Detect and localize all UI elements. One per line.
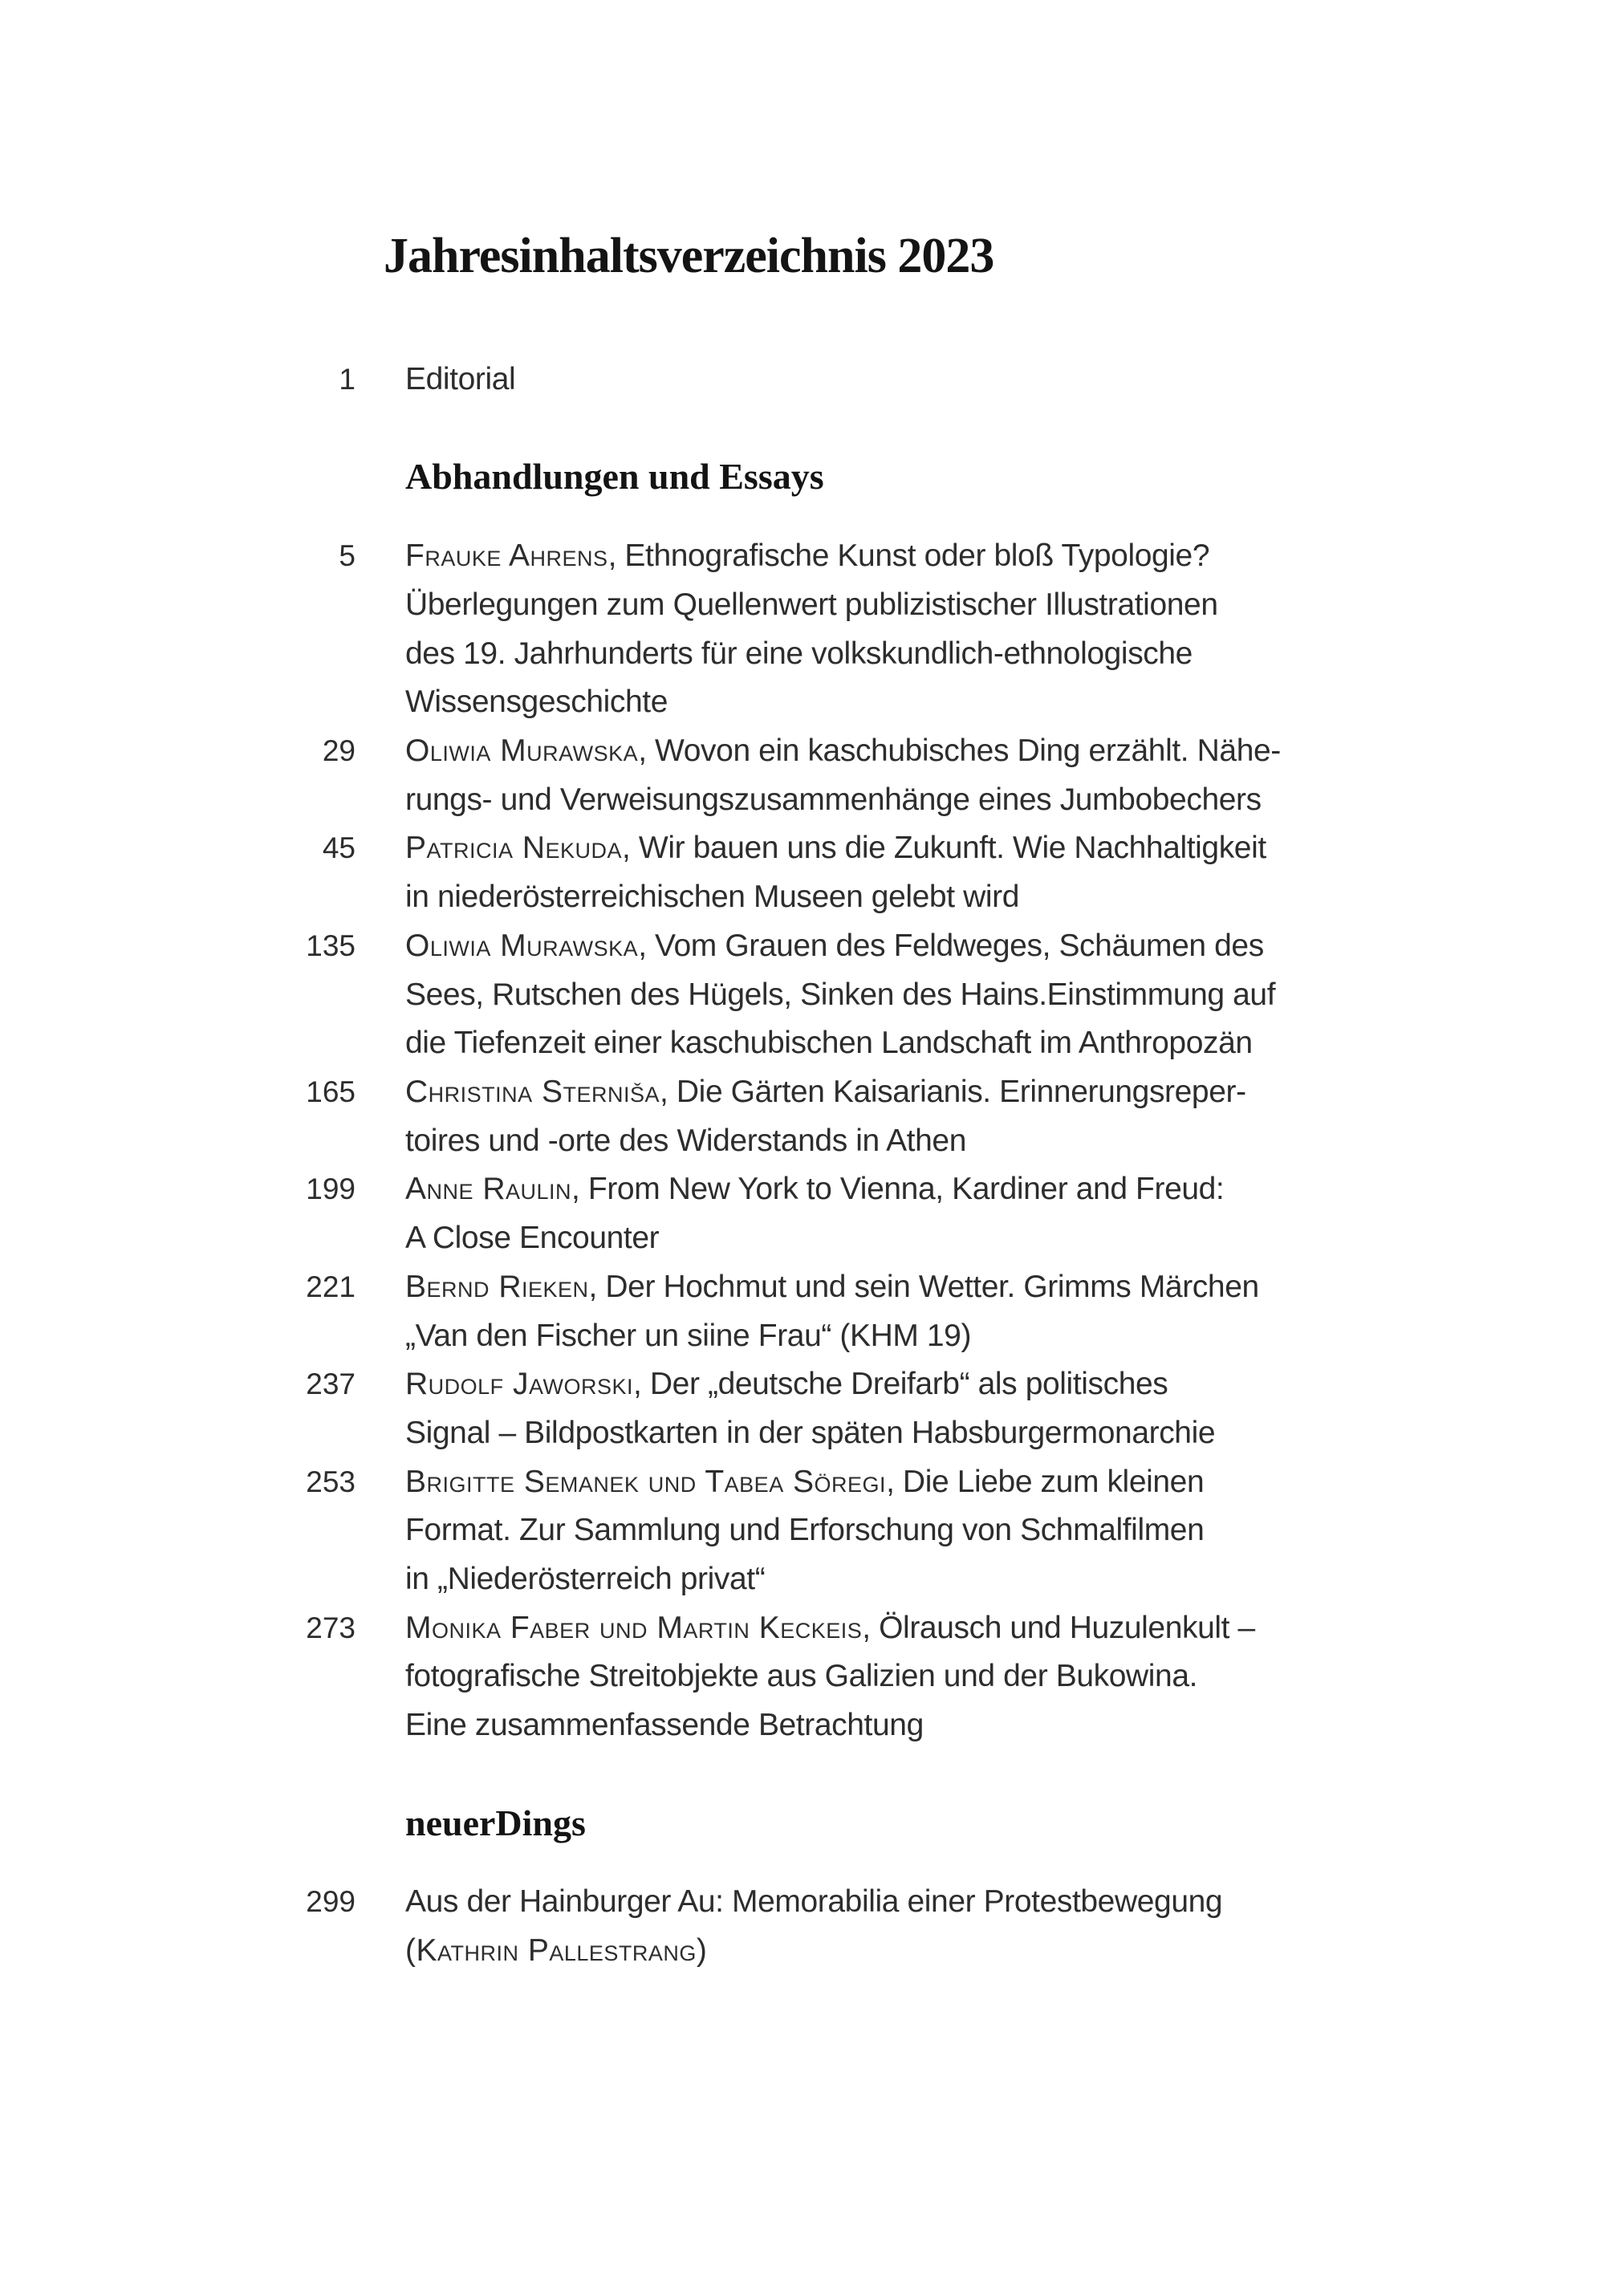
entry-page-number: 221 (306, 1270, 356, 1303)
entry-title-text: , Die Gärten Kaisarianis. Erinnerungsreper- (660, 1075, 1246, 1109)
toc-list (306, 356, 1449, 1976)
toc-entry (306, 1878, 1449, 1975)
entry-author: Brigitte Semanek und Tabea Söregi (405, 1464, 887, 1499)
entry-author: Oliwia Murawska (405, 928, 639, 963)
entry-page-number: 253 (306, 1465, 356, 1498)
entry-title-line (405, 824, 1449, 873)
entry-title-text: , Ölrausch und Huzulenkult – (862, 1610, 1255, 1645)
entry-author: Rudolf Jaworski (405, 1367, 634, 1402)
page-title: Jahresinhaltsverzeichnis 2023 (384, 228, 994, 283)
section-heading-abhandlungen: Abhandlungen und Essays (405, 456, 824, 498)
toc-entry (306, 1263, 1449, 1360)
entry-page-number: 237 (306, 1367, 356, 1401)
entry-title-line (405, 1165, 1449, 1214)
entry-page-number: 135 (306, 929, 356, 962)
entry-title-text: , Ethnografische Kunst oder bloß Typologie? (607, 538, 1210, 574)
entry-author: Anne Raulin (405, 1172, 572, 1207)
entry-page-number: 45 (322, 831, 356, 865)
entry-page-number: 5 (339, 539, 356, 573)
entry-title-line (405, 1263, 1449, 1312)
entry-title-line: fotografische Streitobjekte aus Galizien und der Bukowina. (405, 1659, 1198, 1694)
toc-entry (322, 727, 1449, 824)
entry-page-number: 165 (306, 1075, 356, 1108)
toc-entry (306, 922, 1449, 1068)
entry-title-line: des 19. Jahrhunderts für eine volkskundlich-ethnologische (405, 636, 1193, 671)
entry-title-line: A Close Encounter (405, 1221, 660, 1256)
entry-title-line: die Tiefenzeit einer kaschubischen Landschaft im Anthropozän (405, 1026, 1253, 1061)
entry-page-number: 1 (339, 363, 356, 396)
entry-title-text: , Wovon ein kaschubisches Ding erzählt. Nähe- (638, 734, 1281, 769)
entry-title-line (405, 922, 1449, 971)
entry-title-line: in „Niederösterreich privat“ (405, 1562, 766, 1597)
entry-title-line (405, 727, 1449, 776)
entry-title-line (405, 1068, 1449, 1117)
toc-entry (339, 532, 1449, 727)
entry-credit: (Kathrin Pallestrang) (405, 1933, 708, 1969)
entry-author: Christina Sterniša (405, 1075, 660, 1109)
entry-title-line: Aus der Hainburger Au: Memorabilia einer Protestbewegung (405, 1884, 1223, 1920)
entry-title-line: Format. Zur Sammlung und Erforschung von Schmalfilmen (405, 1513, 1205, 1548)
entry-title-line: „Van den Fischer un siine Frau“ (KHM 19) (405, 1318, 972, 1353)
toc-entry (306, 1068, 1449, 1165)
section-heading-neuerdings: neuerDings (405, 1802, 586, 1843)
toc-entry (306, 1165, 1449, 1262)
entry-credit-line (405, 1927, 1449, 1976)
entry-title-line (405, 532, 1449, 581)
entry-title-line (405, 1458, 1449, 1507)
entry-title-text: , Wir bauen uns die Zukunft. Wie Nachhaltigkeit (622, 831, 1266, 866)
entry-title-line (405, 1604, 1449, 1653)
entry-title-line: toires und -orte des Widerstands in Athen (405, 1123, 966, 1158)
entry-page-number: 199 (306, 1172, 356, 1206)
entry-author: Bernd Rieken (405, 1269, 589, 1304)
entry-author: Patricia Nekuda (405, 831, 623, 866)
entry-title-text: , Der Hochmut und sein Wetter. Grimms Märchen (588, 1269, 1259, 1304)
toc-entry (306, 1458, 1449, 1604)
toc-entry-editorial (339, 356, 1449, 404)
entry-title-line: Eine zusammenfassende Betrachtung (405, 1708, 924, 1743)
entry-page-number: 299 (306, 1885, 356, 1919)
entry-title-line: Überlegungen zum Quellenwert publizistischer Illustrationen (405, 587, 1218, 622)
entry-page-number: 273 (306, 1611, 356, 1644)
entry-title-text: , From New York to Vienna, Kardiner and Freud: (571, 1172, 1225, 1207)
entry-title-line: Sees, Rutschen des Hügels, Sinken des Hains.Einstimmung auf (405, 977, 1276, 1012)
toc-entry (306, 1360, 1449, 1457)
entry-author: Monika Faber und Martin Keckeis (405, 1610, 863, 1645)
toc-entry (306, 1604, 1449, 1750)
entry-title-text: , Die Liebe zum kleinen (886, 1464, 1205, 1499)
entry-author: Oliwia Murawska (405, 734, 639, 769)
entry-title-line: Editorial (405, 362, 516, 396)
entry-title-line: in niederösterreichischen Museen gelebt wird (405, 880, 1019, 915)
entry-author: Frauke Ahrens (405, 538, 608, 574)
toc-entry (322, 824, 1449, 921)
entry-title-text: , Vom Grauen des Feldweges, Schäumen des (638, 928, 1264, 963)
entry-page-number: 29 (322, 734, 356, 768)
entry-title-line: Wissensgeschichte (405, 685, 668, 720)
entry-title-line: Signal – Bildpostkarten in der späten Habsburgermonarchie (405, 1415, 1216, 1450)
entry-title-text: , Der „deutsche Dreifarb“ als politisches (633, 1367, 1168, 1402)
entry-title-line (405, 1360, 1449, 1409)
entry-title-line: rungs- und Verweisungszusammenhänge eines Jumbobechers (405, 782, 1262, 817)
